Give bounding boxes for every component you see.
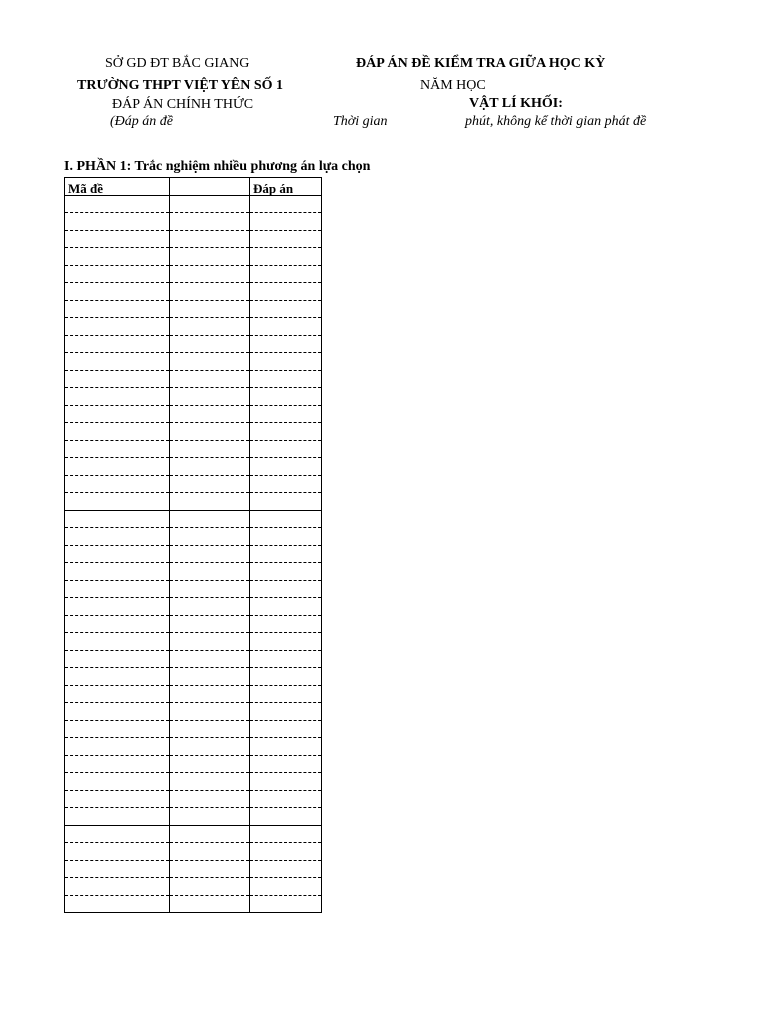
table-cell: [65, 720, 170, 738]
time-label: Thời gian: [333, 114, 388, 129]
table-row: [65, 633, 322, 651]
table-cell: [65, 703, 170, 721]
table-row: [65, 878, 322, 896]
table-row: [65, 685, 322, 703]
table-cell: [170, 738, 250, 756]
table-cell: [250, 790, 322, 808]
table-row: [65, 405, 322, 423]
table-cell: [65, 510, 170, 528]
table-cell: [250, 318, 322, 336]
answer-note: (Đáp án đề: [110, 114, 173, 129]
table-cell: [65, 440, 170, 458]
table-cell: [170, 545, 250, 563]
table-cell: [250, 633, 322, 651]
column-header-answer: Đáp án: [250, 178, 322, 196]
school-name: TRƯỜNG THPT VIỆT YÊN SỐ 1: [77, 78, 284, 93]
table-row: [65, 248, 322, 266]
answer-table: [64, 177, 322, 913]
table-cell: [170, 598, 250, 616]
table-cell: [250, 685, 322, 703]
table-row: [65, 213, 322, 231]
table-cell: [170, 283, 250, 301]
table-cell: [250, 545, 322, 563]
table-row: [65, 370, 322, 388]
table-cell: [65, 545, 170, 563]
table-cell: [170, 300, 250, 318]
table-cell: [170, 475, 250, 493]
table-cell: [250, 563, 322, 581]
table-cell: [170, 528, 250, 546]
table-row: [65, 895, 322, 913]
table-cell: [170, 825, 250, 843]
table-cell: [170, 563, 250, 581]
table-cell: [170, 685, 250, 703]
table-cell: [250, 265, 322, 283]
table-cell: [65, 790, 170, 808]
table-row: [65, 195, 322, 213]
table-cell: [250, 440, 322, 458]
table-cell: [170, 808, 250, 826]
table-row: [65, 230, 322, 248]
table-cell: [170, 668, 250, 686]
table-row: [65, 528, 322, 546]
table-cell: [250, 230, 322, 248]
table-cell: [65, 895, 170, 913]
table-row: [65, 650, 322, 668]
table-cell: [170, 615, 250, 633]
official-answer-label: ĐÁP ÁN CHÍNH THỨC: [112, 97, 254, 112]
exam-title: ĐÁP ÁN ĐỀ KIỂM TRA GIỮA HỌC KỲ: [356, 56, 606, 71]
table-row: [65, 843, 322, 861]
table-cell: [250, 668, 322, 686]
table-cell: [250, 213, 322, 231]
table-cell: [65, 755, 170, 773]
table-row: [65, 598, 322, 616]
table-row: [65, 580, 322, 598]
table-cell: [250, 335, 322, 353]
table-cell: [250, 423, 322, 441]
table-cell: [170, 388, 250, 406]
table-cell: [250, 370, 322, 388]
table-row: [65, 738, 322, 756]
table-row: [65, 720, 322, 738]
table-row: [65, 475, 322, 493]
table-row: [65, 265, 322, 283]
table-cell: [65, 423, 170, 441]
table-row: [65, 860, 322, 878]
table-cell: [170, 510, 250, 528]
table-row: [65, 755, 322, 773]
table-row: [65, 318, 322, 336]
time-note: phút, không kể thời gian phát đề: [465, 114, 647, 129]
table-cell: [250, 353, 322, 371]
table-cell: [170, 265, 250, 283]
table-cell: [170, 650, 250, 668]
table-cell: [250, 580, 322, 598]
table-row: [65, 353, 322, 371]
table-row: [65, 510, 322, 528]
table-cell: [65, 738, 170, 756]
table-cell: [170, 703, 250, 721]
table-cell: [170, 755, 250, 773]
table-cell: [250, 493, 322, 511]
table-row: [65, 825, 322, 843]
table-cell: [170, 580, 250, 598]
table-cell: [65, 633, 170, 651]
table-cell: [170, 720, 250, 738]
table-cell: [250, 860, 322, 878]
table-cell: [170, 440, 250, 458]
table-row: [65, 545, 322, 563]
table-row: [65, 300, 322, 318]
table-cell: [65, 773, 170, 791]
table-cell: [170, 860, 250, 878]
table-row: [65, 458, 322, 476]
table-row: [65, 668, 322, 686]
table-cell: [170, 370, 250, 388]
table-cell: [65, 388, 170, 406]
table-cell: [250, 878, 322, 896]
table-cell: [250, 615, 322, 633]
table-cell: [65, 685, 170, 703]
table-cell: [65, 283, 170, 301]
table-cell: [170, 230, 250, 248]
table-cell: [65, 808, 170, 826]
table-cell: [250, 283, 322, 301]
table-cell: [170, 493, 250, 511]
table-row: [65, 808, 322, 826]
table-cell: [65, 370, 170, 388]
section-title: I. PHẦN 1: Trắc nghiệm nhiều phương án lựa chọn: [64, 159, 371, 174]
table-cell: [250, 895, 322, 913]
table-cell: [250, 405, 322, 423]
table-cell: [170, 195, 250, 213]
table-cell: [250, 388, 322, 406]
table-row: [65, 703, 322, 721]
table-cell: [65, 213, 170, 231]
table-cell: [170, 353, 250, 371]
table-header-row: [65, 178, 322, 196]
table-cell: [250, 510, 322, 528]
table-cell: [65, 860, 170, 878]
table-cell: [65, 353, 170, 371]
table-cell: [250, 738, 322, 756]
table-cell: [65, 493, 170, 511]
table-cell: [250, 248, 322, 266]
table-cell: [170, 633, 250, 651]
table-cell: [65, 825, 170, 843]
table-cell: [170, 213, 250, 231]
department-name: SỞ GD ĐT BẮC GIANG: [105, 56, 250, 71]
table-cell: [170, 335, 250, 353]
table-row: [65, 615, 322, 633]
table-cell: [170, 878, 250, 896]
table-cell: [65, 878, 170, 896]
table-cell: [250, 458, 322, 476]
table-cell: [170, 790, 250, 808]
table-cell: [65, 843, 170, 861]
table-cell: [250, 528, 322, 546]
table-cell: [65, 528, 170, 546]
table-cell: [65, 335, 170, 353]
table-cell: [250, 720, 322, 738]
table-cell: [250, 773, 322, 791]
table-cell: [250, 808, 322, 826]
table-row: [65, 388, 322, 406]
table-cell: [250, 650, 322, 668]
table-cell: [65, 248, 170, 266]
table-cell: [250, 755, 322, 773]
table-row: [65, 440, 322, 458]
table-cell: [250, 843, 322, 861]
table-cell: [65, 668, 170, 686]
subject-grade: VẬT LÍ KHỐI:: [469, 96, 563, 111]
table-cell: [65, 318, 170, 336]
table-cell: [65, 563, 170, 581]
table-row: [65, 790, 322, 808]
table-cell: [250, 825, 322, 843]
table-cell: [65, 265, 170, 283]
table-row: [65, 335, 322, 353]
school-year: NĂM HỌC: [420, 78, 486, 93]
table-row: [65, 773, 322, 791]
table-cell: [170, 405, 250, 423]
table-cell: [170, 895, 250, 913]
table-cell: [170, 843, 250, 861]
table-cell: [65, 615, 170, 633]
column-header-blank: [170, 178, 250, 196]
table-cell: [170, 318, 250, 336]
table-cell: [65, 475, 170, 493]
table-cell: [65, 405, 170, 423]
table-cell: [170, 423, 250, 441]
table-cell: [65, 598, 170, 616]
table-cell: [65, 300, 170, 318]
table-cell: [65, 195, 170, 213]
table-cell: [65, 650, 170, 668]
table-cell: [65, 458, 170, 476]
table-cell: [250, 475, 322, 493]
table-cell: [250, 300, 322, 318]
table-cell: [170, 458, 250, 476]
table-row: [65, 563, 322, 581]
table-cell: [170, 248, 250, 266]
table-cell: [250, 598, 322, 616]
table-cell: [170, 773, 250, 791]
table-row: [65, 423, 322, 441]
table-cell: [250, 703, 322, 721]
table-cell: [65, 230, 170, 248]
table-row: [65, 283, 322, 301]
column-header-exam-code: Mã đề: [65, 178, 170, 196]
table-cell: [65, 580, 170, 598]
table-row: [65, 493, 322, 511]
answer-table-body: [65, 195, 322, 913]
table-cell: [250, 195, 322, 213]
